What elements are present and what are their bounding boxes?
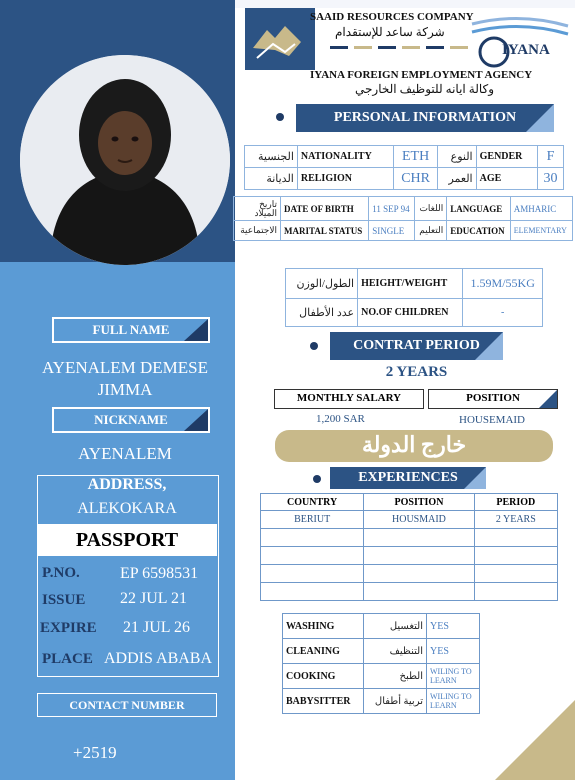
nationality-ar: الجنسية: [245, 146, 298, 168]
contract-period-value: 2 YEARS: [385, 364, 448, 380]
skill-washing-ar: التغسيل: [364, 614, 427, 639]
nickname-value: AYENALEM: [78, 444, 172, 463]
contact-value: +2519: [73, 743, 117, 762]
body-info-table: [285, 268, 543, 327]
education-ar: التعليم: [415, 221, 447, 241]
personal-info-table-2: [233, 196, 573, 241]
position-label: POSITION: [428, 389, 558, 409]
hw-label: HEIGHT/WEIGHT: [358, 269, 463, 299]
bullet-dot: [310, 342, 318, 350]
skill-washing-value: YES: [427, 614, 480, 639]
skill-washing-en: WASHING: [283, 614, 364, 639]
children-label: NO.OF CHILDREN: [358, 299, 463, 327]
exp-col-position: POSITION: [364, 494, 474, 511]
nationality-label: NATIONALITY: [297, 146, 393, 168]
hw-ar: الطول/الوزن: [286, 269, 358, 299]
religion-value: CHR: [394, 168, 438, 190]
full-name-label-box: [52, 317, 210, 343]
nickname-label: NICKNAME: [94, 412, 168, 427]
exp-period: 2 YEARS: [474, 511, 557, 529]
skill-cooking-value: WILING TO LEARN: [427, 664, 480, 689]
dob-ar: تاريخ الميلاد: [234, 197, 281, 221]
table-row: [261, 583, 558, 601]
skill-cleaning-value: YES: [427, 639, 480, 664]
language-value: AMHARIC: [510, 197, 572, 221]
children-ar: عدد الأطفال: [286, 299, 358, 327]
pno-value: EP 6598531: [120, 565, 199, 582]
corner-decoration-icon: [495, 700, 575, 780]
language-ar: اللغات: [415, 197, 447, 221]
hw-value: 1.59M/55KG: [463, 269, 543, 299]
skill-row: [283, 689, 480, 714]
contract-period-header: CONTRAT PERIOD: [330, 332, 503, 360]
expire-label: EXPIRE: [40, 620, 97, 636]
skills-table: [282, 613, 480, 714]
dob-value: 11 SEP 94: [369, 197, 415, 221]
exp-position: HOUSMAID: [364, 511, 474, 529]
table-row: [261, 529, 558, 547]
experiences-header: EXPERIENCES: [330, 467, 486, 489]
full-name-value: AYENALEM DEMESE JIMMA: [41, 358, 209, 399]
skill-row: [283, 639, 480, 664]
language-label: LANGUAGE: [447, 197, 510, 221]
logo-dashes: [330, 46, 470, 49]
bullet-dot: [313, 475, 321, 483]
agency-name-en: IYANA FOREIGN EMPLOYMENT AGENCY: [310, 69, 533, 81]
nationality-value: ETH: [394, 146, 438, 168]
exp-col-country: COUNTRY: [261, 494, 364, 511]
gender-label: GENDER: [476, 146, 537, 168]
brand-name: IYANA: [502, 42, 550, 58]
skill-cooking-en: COOKING: [283, 664, 364, 689]
address-value: ALEKOKARA: [77, 500, 177, 517]
place-label: PLACE: [42, 651, 93, 667]
skill-row: [283, 614, 480, 639]
profile-photo: [20, 55, 230, 265]
handshake-logo-icon: [245, 8, 315, 70]
skill-row: [283, 664, 480, 689]
skill-babysitter-ar: تربية أطفال: [364, 689, 427, 714]
exp-col-period: PERIOD: [474, 494, 557, 511]
education-label: EDUCATION: [447, 221, 510, 241]
bullet-dot: [276, 113, 284, 121]
religion-label: RELIGION: [297, 168, 393, 190]
children-value: -: [463, 299, 543, 327]
religion-ar: الديانة: [245, 168, 298, 190]
table-row: [261, 547, 558, 565]
gender-ar: النوع: [438, 146, 476, 168]
expire-value: 21 JUL 26: [123, 619, 190, 636]
education-value: ELEMENTARY: [510, 221, 572, 241]
marital-ar: الاجتماعية: [234, 221, 281, 241]
company-name-ar: شركة ساعد للإستقدام: [335, 25, 445, 39]
full-name-label: FULL NAME: [92, 322, 170, 337]
gender-value: F: [538, 146, 564, 168]
age-ar: العمر: [438, 168, 476, 190]
company-name-en: SAAID RESOURCES COMPANY: [310, 11, 474, 23]
dob-label: DATE OF BIRTH: [281, 197, 369, 221]
table-row: [261, 565, 558, 583]
skill-babysitter-value: WILING TO LEARN: [427, 689, 480, 714]
salary-value: 1,200 SAR: [316, 413, 365, 425]
issue-label: ISSUE: [42, 592, 86, 608]
personal-info-table: [244, 145, 564, 190]
skill-cleaning-ar: التنظيف: [364, 639, 427, 664]
table-row: [261, 511, 558, 529]
address-label: ADDRESS,: [87, 476, 167, 493]
contact-label: CONTACT NUMBER: [37, 693, 217, 717]
issue-value: 22 JUL 21: [120, 590, 187, 607]
person-photo-icon: [20, 55, 230, 265]
age-value: 30: [538, 168, 564, 190]
agency-name-ar: وكالة ايانه للتوظيف الخارجي: [355, 82, 495, 96]
exp-country: BERIUT: [261, 511, 364, 529]
age-label: AGE: [476, 168, 537, 190]
personal-info-header: PERSONAL INFORMATION: [296, 104, 554, 132]
pno-label: P.NO.: [42, 565, 80, 581]
skill-cleaning-en: CLEANING: [283, 639, 364, 664]
marital-value: SINGLE: [369, 221, 415, 241]
place-value: ADDIS ABABA: [104, 650, 213, 667]
passport-title: PASSPORT: [37, 524, 217, 556]
experience-table: [260, 493, 558, 601]
nickname-label-box: [52, 407, 210, 433]
position-value: HOUSEMAID: [459, 414, 525, 426]
skill-cooking-ar: الطبخ: [364, 664, 427, 689]
salary-label: MONTHLY SALARY: [274, 389, 424, 409]
location-banner: خارج الدولة: [275, 430, 553, 462]
marital-label: MARITAL STATUS: [281, 221, 369, 241]
skill-babysitter-en: BABYSITTER: [283, 689, 364, 714]
